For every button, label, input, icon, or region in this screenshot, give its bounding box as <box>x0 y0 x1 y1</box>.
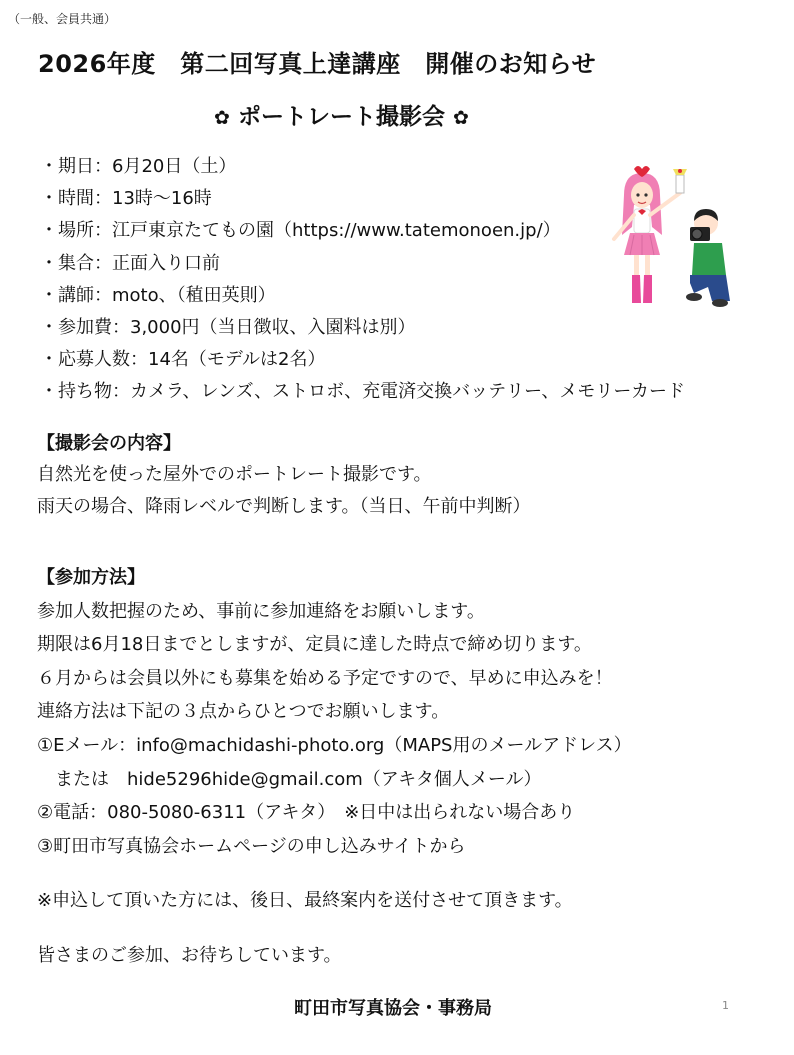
detail-place: ・場所：江戸東京たてもの園（https://www.tatemonoen.jp/） <box>40 220 561 241</box>
model-photographer-illustration <box>594 165 740 313</box>
detail-meeting-point: ・集合：正面入り口前 <box>40 253 220 274</box>
content-heading: 【撮影会の内容】 <box>37 433 181 454</box>
contact-email-alternate: または hide5296hide@gmail.com（アキタ個人メール） <box>37 769 542 790</box>
detail-date: ・期日：6月20日（土） <box>40 156 237 177</box>
flower-icon-right: ✿ <box>452 107 469 129</box>
closing-message: 皆さまのご参加、お待ちしています。 <box>37 945 342 966</box>
join-line-2: 期限は6月18日までとしますが、定員に達した時点で締め切ります。 <box>37 634 592 655</box>
subtitle-text: ポートレート撮影会 <box>237 104 445 130</box>
contact-website: ③町田市写真協会ホームページの申し込みサイトから <box>37 836 466 857</box>
join-line-3: ６月からは会員以外にも募集を始める予定ですので、早めに申込みを！ <box>37 668 613 689</box>
detail-time: ・時間：13時～16時 <box>40 188 212 209</box>
flower-icon-left: ✿ <box>214 107 230 129</box>
join-line-1: 参加人数把握のため、事前に参加連絡をお願いします。 <box>37 601 485 622</box>
final-notice: ※申込して頂いた方には、後日、最終案内を送付させて頂きます。 <box>37 890 573 911</box>
model-figure <box>614 166 687 303</box>
organizer-signature: 町田市写真協会・事務局 <box>294 998 492 1019</box>
detail-instructor: ・講師：moto、（稙田英則） <box>40 285 276 306</box>
join-heading: 【参加方法】 <box>37 567 145 588</box>
detail-fee: ・参加費：3,000円（当日徴収、入園料は別） <box>40 317 416 338</box>
contact-email-primary: ①Eメール：info@machidashi-photo.org（MAPS用のメールアドレス） <box>37 735 632 756</box>
page-title: 2026年度 第二回写真上達講座 開催のお知らせ <box>38 50 597 78</box>
audience-note: （一般、会員共通） <box>8 12 117 26</box>
join-line-4: 連絡方法は下記の３点からひとつでお願いします。 <box>37 701 450 722</box>
detail-capacity: ・応募人数：14名（モデルは2名） <box>40 349 326 370</box>
page-number: 1 <box>722 999 729 1012</box>
contact-phone: ②電話：080-5080-6311（アキタ） ※日中は出られない場合あり <box>37 802 576 823</box>
content-line-1: 自然光を使った屋外でのポートレート撮影です。 <box>37 464 432 485</box>
subtitle <box>214 98 469 131</box>
detail-belongings: ・持ち物：カメラ、レンズ、ストロボ、充電済交換バッテリー、メモリーカード <box>40 381 686 402</box>
photographer-figure <box>686 209 730 307</box>
content-line-2: 雨天の場合、降雨レベルで判断します。（当日、午前中判断） <box>37 496 531 517</box>
